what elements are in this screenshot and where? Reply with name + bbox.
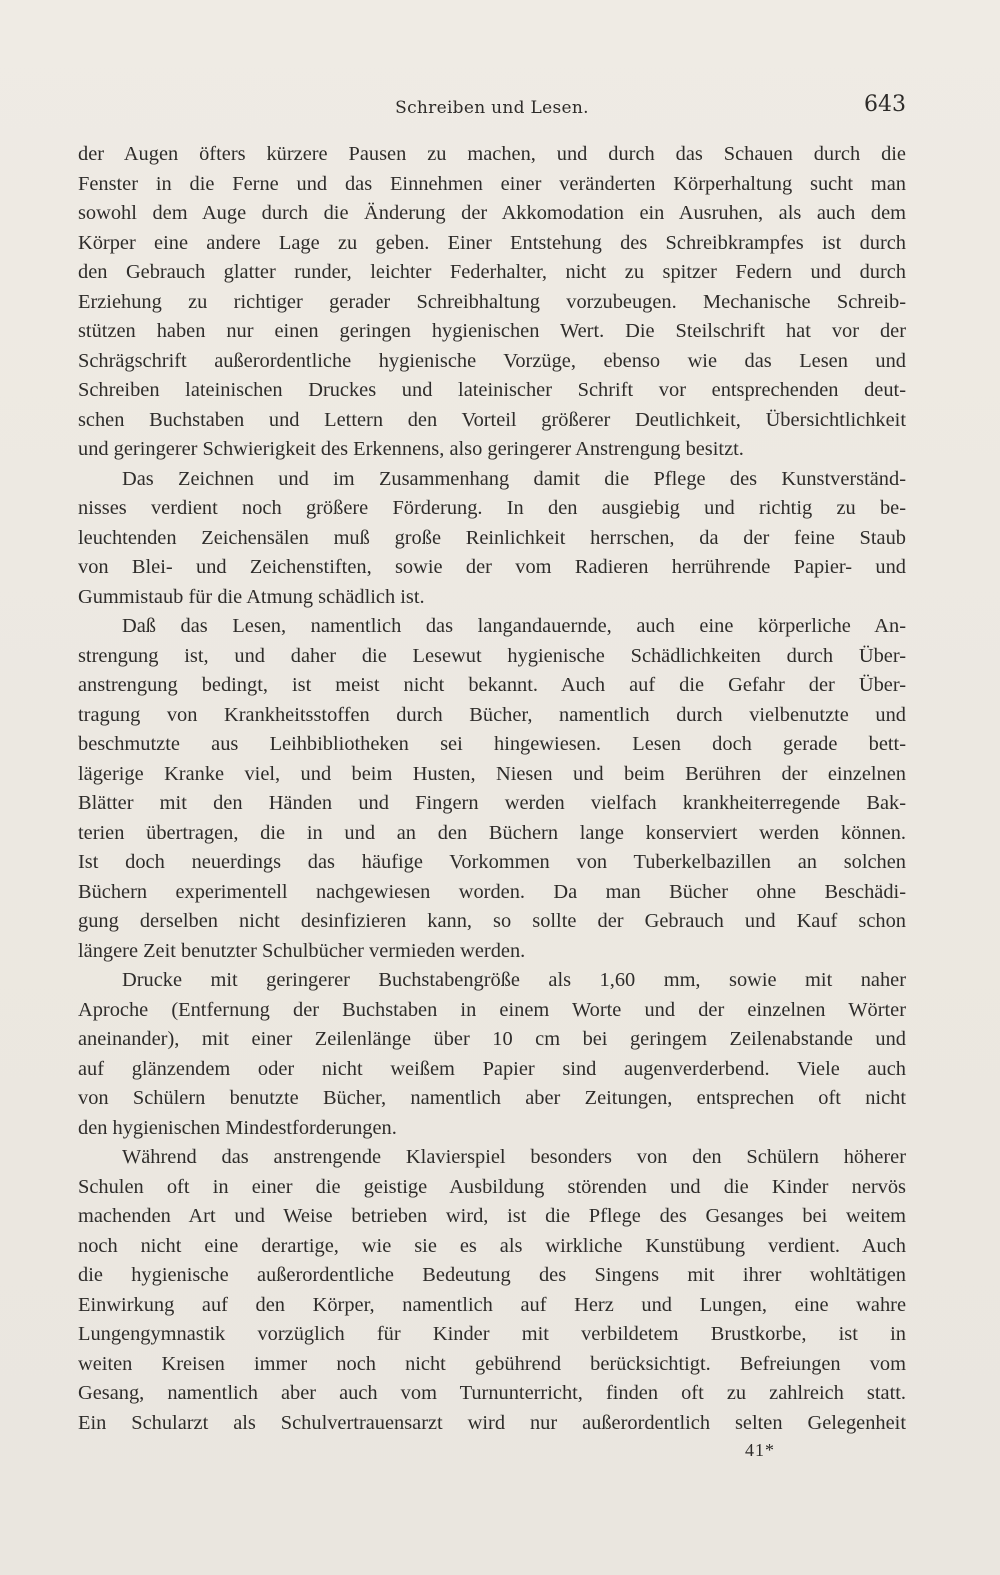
- text-line: den Gebrauch glatter runder, leichter Federhalter, nicht zu spitzer Federn und durch: [78, 261, 906, 283]
- text-line: von Blei- und Zeichenstiften, sowie der vom Radieren herrührende Papier- und: [78, 556, 906, 578]
- text-line: Einwirkung auf den Körper, namentlich auf Herz und Lungen, eine wahre: [78, 1293, 906, 1316]
- text-line: Büchern experimentell nachgewiesen worden. Da man Bücher ohne Beschädi-: [78, 880, 906, 903]
- text-line: Schreiben lateinischen Druckes und lateinischer Schrift vor entsprechenden deut-: [78, 379, 906, 401]
- text-line: noch nicht eine derartige, wie sie es als wirkliche Kunstübung verdient. Auch: [78, 1234, 906, 1257]
- paragraph: [78, 966, 906, 1143]
- text-line: Das Zeichnen und im Zusammenhang damit die Pflege des Kunstverständ-: [122, 467, 906, 490]
- text-line: Lungengymnastik vorzüglich für Kinder mit verbildetem Brustkorbe, ist in: [78, 1323, 906, 1345]
- text-line: sowohl dem Auge durch die Änderung der Akkomodation ein Ausruhen, als auch dem: [78, 202, 906, 224]
- text-line: schen Buchstaben und Lettern den Vorteil größerer Deutlichkeit, Übersichtlichkeit: [78, 408, 906, 431]
- paragraph: [78, 465, 906, 613]
- text-line: Ist doch neuerdings das häufige Vorkommen von Tuberkelbazillen an solchen: [78, 851, 906, 873]
- body-text: [78, 140, 906, 1438]
- text-line: Aproche (Entfernung der Buchstaben in einem Worte und der einzelnen Wörter: [78, 998, 906, 1021]
- text-line: auf glänzendem oder nicht weißem Papier sind augenverderbend. Viele auch: [78, 1057, 906, 1080]
- running-title: Schreiben und Lesen.: [395, 98, 589, 118]
- text-line: Gummistaub für die Atmung schädlich ist.: [78, 585, 425, 608]
- text-line: Daß das Lesen, namentlich das langandauernde, auch eine körperliche An-: [122, 615, 906, 637]
- text-line: Gesang, namentlich aber auch vom Turnunterricht, finden oft zu zahlreich statt.: [78, 1382, 906, 1404]
- text-line: aneinander), mit einer Zeilenlänge über 10 cm bei geringem Zeilenabstande und: [78, 1028, 906, 1050]
- text-line: beschmutzte aus Leihbibliotheken sei hingewiesen. Lesen doch gerade bett-: [78, 733, 906, 755]
- text-line: Während das anstrengende Klavierspiel besonders von den Schülern höherer: [122, 1146, 906, 1168]
- text-line: Drucke mit geringerer Buchstabengröße als 1,60 mm, sowie mit naher: [122, 969, 906, 991]
- page-number: 643: [864, 92, 906, 117]
- text-line: Ein Schularzt als Schulvertrauensarzt wird nur außerordentlich selten Gelegenheit: [78, 1411, 906, 1434]
- running-head: [78, 92, 906, 128]
- text-line: tragung von Krankheitsstoffen durch Bücher, namentlich durch vielbenutzte und: [78, 703, 906, 726]
- text-line: leuchtenden Zeichensälen muß große Reinlichkeit herrschen, da der feine Staub: [78, 526, 906, 549]
- text-line: Blätter mit den Händen und Fingern werden vielfach krankheiterregende Bak-: [78, 792, 906, 814]
- text-line: machenden Art und Weise betrieben wird, ist die Pflege des Gesanges bei weitem: [78, 1205, 906, 1227]
- text-line: Körper eine andere Lage zu geben. Einer Entstehung des Schreibkrampfes ist durch: [78, 231, 906, 254]
- text-line: anstrengung bedingt, ist meist nicht bekannt. Auch auf die Gefahr der Über-: [78, 674, 906, 696]
- text-line: terien übertragen, die in und an den Büchern lange konserviert werden können.: [78, 821, 906, 844]
- printer-signature: 41*: [745, 1440, 775, 1460]
- text-line: stützen haben nur einen geringen hygienischen Wert. Die Steilschrift hat vor der: [78, 320, 906, 342]
- text-line: Fenster in die Ferne und das Einnehmen einer veränderten Körperhaltung sucht man: [78, 172, 906, 195]
- text-line: der Augen öfters kürzere Pausen zu machen, und durch das Schauen durch die: [78, 143, 906, 165]
- text-line: lägerige Kranke viel, und beim Husten, Niesen und beim Berühren der einzelnen: [78, 762, 906, 785]
- text-line: die hygienische außerordentliche Bedeutung des Singens mit ihrer wohltätigen: [78, 1264, 906, 1286]
- text-line: von Schülern benutzte Bücher, namentlich aber Zeitungen, entsprechen oft nicht: [78, 1087, 906, 1109]
- text-line: längere Zeit benutzter Schulbücher vermieden werden.: [78, 939, 526, 962]
- text-line: nisses verdient noch größere Förderung. In den ausgiebig und richtig zu be-: [78, 497, 906, 519]
- text-line: weiten Kreisen immer noch nicht gebührend berücksichtigt. Befreiungen vom: [78, 1352, 906, 1375]
- text-line: Schrägschrift außerordentliche hygienische Vorzüge, ebenso wie das Lesen und: [78, 349, 906, 372]
- paragraph: [78, 140, 906, 465]
- text-line: den hygienischen Mindestforderungen.: [78, 1116, 397, 1139]
- paragraph: [78, 612, 906, 966]
- text-line: Erziehung zu richtiger gerader Schreibhaltung vorzubeugen. Mechanische Schreib-: [78, 290, 906, 313]
- paragraph: [78, 1143, 906, 1438]
- text-line: und geringerer Schwierigkeit des Erkennens, also geringerer Anstrengung besitzt.: [78, 438, 744, 460]
- text-line: strengung ist, und daher die Lesewut hygienische Schädlichkeiten durch Über-: [78, 644, 906, 667]
- text-line: gung derselben nicht desinfizieren kann, so sollte der Gebrauch und Kauf schon: [78, 910, 906, 932]
- text-line: Schulen oft in einer die geistige Ausbildung störenden und die Kinder nervös: [78, 1175, 906, 1198]
